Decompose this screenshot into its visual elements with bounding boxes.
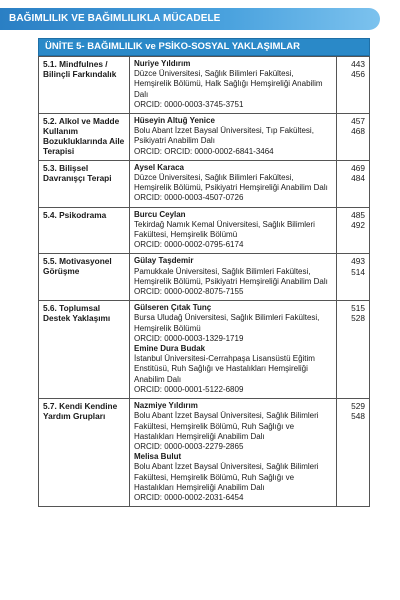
page-range bbox=[337, 114, 370, 161]
end-page: 468 bbox=[351, 126, 365, 137]
chapter-title: 5.7. Kendi Kendine Yardım Grupları bbox=[39, 399, 130, 507]
author-orcid: ORCID: 0000-0002-0795-6174 bbox=[134, 240, 244, 250]
author-name: Aysel Karaca bbox=[134, 162, 184, 172]
start-page: 443 bbox=[351, 59, 365, 69]
author-orcid: ORCID: 0000-0003-4507-0726 bbox=[134, 193, 244, 203]
author-orcid: ORCID: 0000-0002-8075-7155 bbox=[134, 287, 244, 297]
author-cell bbox=[130, 57, 337, 114]
author-cell bbox=[130, 254, 337, 301]
author-cell bbox=[130, 399, 337, 507]
start-page: 485 bbox=[351, 209, 365, 220]
author-cell bbox=[130, 301, 337, 399]
author-affiliation: Bursa Uludağ Üniversitesi, Sağlık Bilimleri Fakültesi, Hemşirelik Bölümü bbox=[134, 313, 320, 333]
start-page: 529 bbox=[351, 401, 365, 412]
toc-row bbox=[39, 114, 370, 161]
end-page: 456 bbox=[351, 69, 365, 80]
header-banner bbox=[0, 8, 380, 30]
author-affiliation: Bolu Abant İzzet Baysal Üniversitesi, Tıp Fakültesi, Psikiyatri Anabilim Dalı bbox=[134, 126, 314, 146]
author-cell bbox=[130, 114, 337, 161]
author-name: Burcu Ceylan bbox=[134, 209, 186, 219]
author-cell bbox=[130, 160, 337, 207]
start-page: 457 bbox=[351, 116, 365, 127]
end-page: 514 bbox=[351, 266, 365, 277]
chapter-title: 5.2. Alkol ve Madde Kullanım Bozukluklarında Aile Terapisi bbox=[39, 114, 130, 161]
author-name: Nazmiye Yıldırım bbox=[134, 401, 198, 411]
toc-row bbox=[39, 301, 370, 399]
unit-title: ÜNİTE 5- BAĞIMLILIK ve PSİKO-SOSYAL YAKLAŞIMLAR bbox=[38, 38, 370, 56]
author-affiliation: İstanbul Üniversitesi-Cerrahpaşa Lisansüstü Eğitim Enstitüsü, Ruh Sağlığı ve Hastalıkları Hemşireliği Anabilim Dalı bbox=[134, 354, 315, 384]
chapter-title: 5.6. Toplumsal Destek Yaklaşımı bbox=[39, 301, 130, 399]
author-affiliation: Pamukkale Üniversitesi, Sağlık Bilimleri Fakültesi, Hemşirelik Bölümü, Psikiyatri Hemşireliği Anabilim Dalı bbox=[134, 266, 328, 286]
chapter-title: 5.3. Bilişsel Davranışçı Terapi bbox=[39, 160, 130, 207]
end-page: 492 bbox=[351, 219, 365, 230]
toc-table bbox=[38, 56, 370, 507]
start-page: 493 bbox=[351, 256, 365, 267]
author-name: Gülay Taşdemir bbox=[134, 256, 194, 266]
author-orcid: ORCID: 0000-0001-5122-6809 bbox=[134, 384, 244, 394]
author-orcid: ORCID: 0000-0003-3745-3751 bbox=[134, 99, 244, 109]
author-affiliation: Tekirdağ Namık Kemal Üniversitesi, Sağlık Bilimleri Fakültesi, Hemşirelik Bölümü bbox=[134, 219, 315, 240]
start-page: 469 bbox=[351, 162, 365, 173]
toc-row bbox=[39, 399, 370, 507]
author-name: Gülseren Çıtak Tunç bbox=[134, 303, 212, 313]
toc-row bbox=[39, 160, 370, 207]
header-title: BAĞIMLILIK VE BAĞIMLILIKLA MÜCADELE bbox=[9, 13, 221, 24]
author-affiliation: Düzce Üniversitesi, Sağlık Bilimleri Fakültesi, Hemşirelik Bölümü, Halk Sağlığı Hemşireliği Anabilim Dalı bbox=[134, 69, 323, 99]
end-page: 528 bbox=[351, 313, 365, 324]
chapter-title: 5.1. Mindfulnes / Bilinçli Farkındalık bbox=[39, 57, 130, 114]
author-orcid: ORCID: 0000-0002-2031-6454 bbox=[134, 492, 244, 502]
toc-row bbox=[39, 254, 370, 301]
chapter-title: 5.5. Motivasyonel Görüşme bbox=[39, 254, 130, 301]
author-name: Emine Dura Budak bbox=[134, 344, 206, 354]
author-name: Nuriye Yıldırım bbox=[134, 59, 191, 68]
author-name: Hüseyin Altuğ Yenice bbox=[134, 116, 215, 126]
page-range bbox=[337, 57, 370, 114]
toc-section bbox=[38, 38, 370, 507]
author-orcid: ORCID: ORCID: 0000-0002-6841-3464 bbox=[134, 146, 274, 156]
page-range bbox=[337, 301, 370, 399]
start-page: 515 bbox=[351, 303, 365, 314]
author-affiliation: Bolu Abant İzzet Baysal Üniversitesi, Sağlık Bilimleri Fakültesi, Hemşirelik Bölümü, Ruh Sağlığı ve Hastalıkları Hemşireliği Anabilim Dalı bbox=[134, 462, 319, 492]
author-affiliation: Bolu Abant İzzet Baysal Üniversitesi, Sağlık Bilimleri Fakültesi, Hemşirelik Bölümü, Ruh Sağlığı ve Hastalıkları Hemşireliği Anabilim Dalı bbox=[134, 411, 319, 441]
author-orcid: ORCID: 0000-0003-1329-1719 bbox=[134, 333, 244, 343]
toc-row bbox=[39, 207, 370, 254]
author-cell bbox=[130, 207, 337, 254]
page-range bbox=[337, 254, 370, 301]
toc-row bbox=[39, 57, 370, 114]
page-range bbox=[337, 160, 370, 207]
end-page: 548 bbox=[351, 411, 365, 422]
chapter-title: 5.4. Psikodrama bbox=[39, 207, 130, 254]
author-orcid: ORCID: 0000-0003-2279-2865 bbox=[134, 441, 244, 451]
page-range bbox=[337, 207, 370, 254]
end-page: 484 bbox=[351, 173, 365, 184]
author-affiliation: Düzce Üniversitesi, Sağlık Bilimleri Fakültesi, Hemşirelik Bölümü, Psikiyatri Hemşireliği Anabilim Dalı bbox=[134, 173, 328, 193]
page-range bbox=[337, 399, 370, 507]
author-name: Melisa Bulut bbox=[134, 452, 182, 462]
